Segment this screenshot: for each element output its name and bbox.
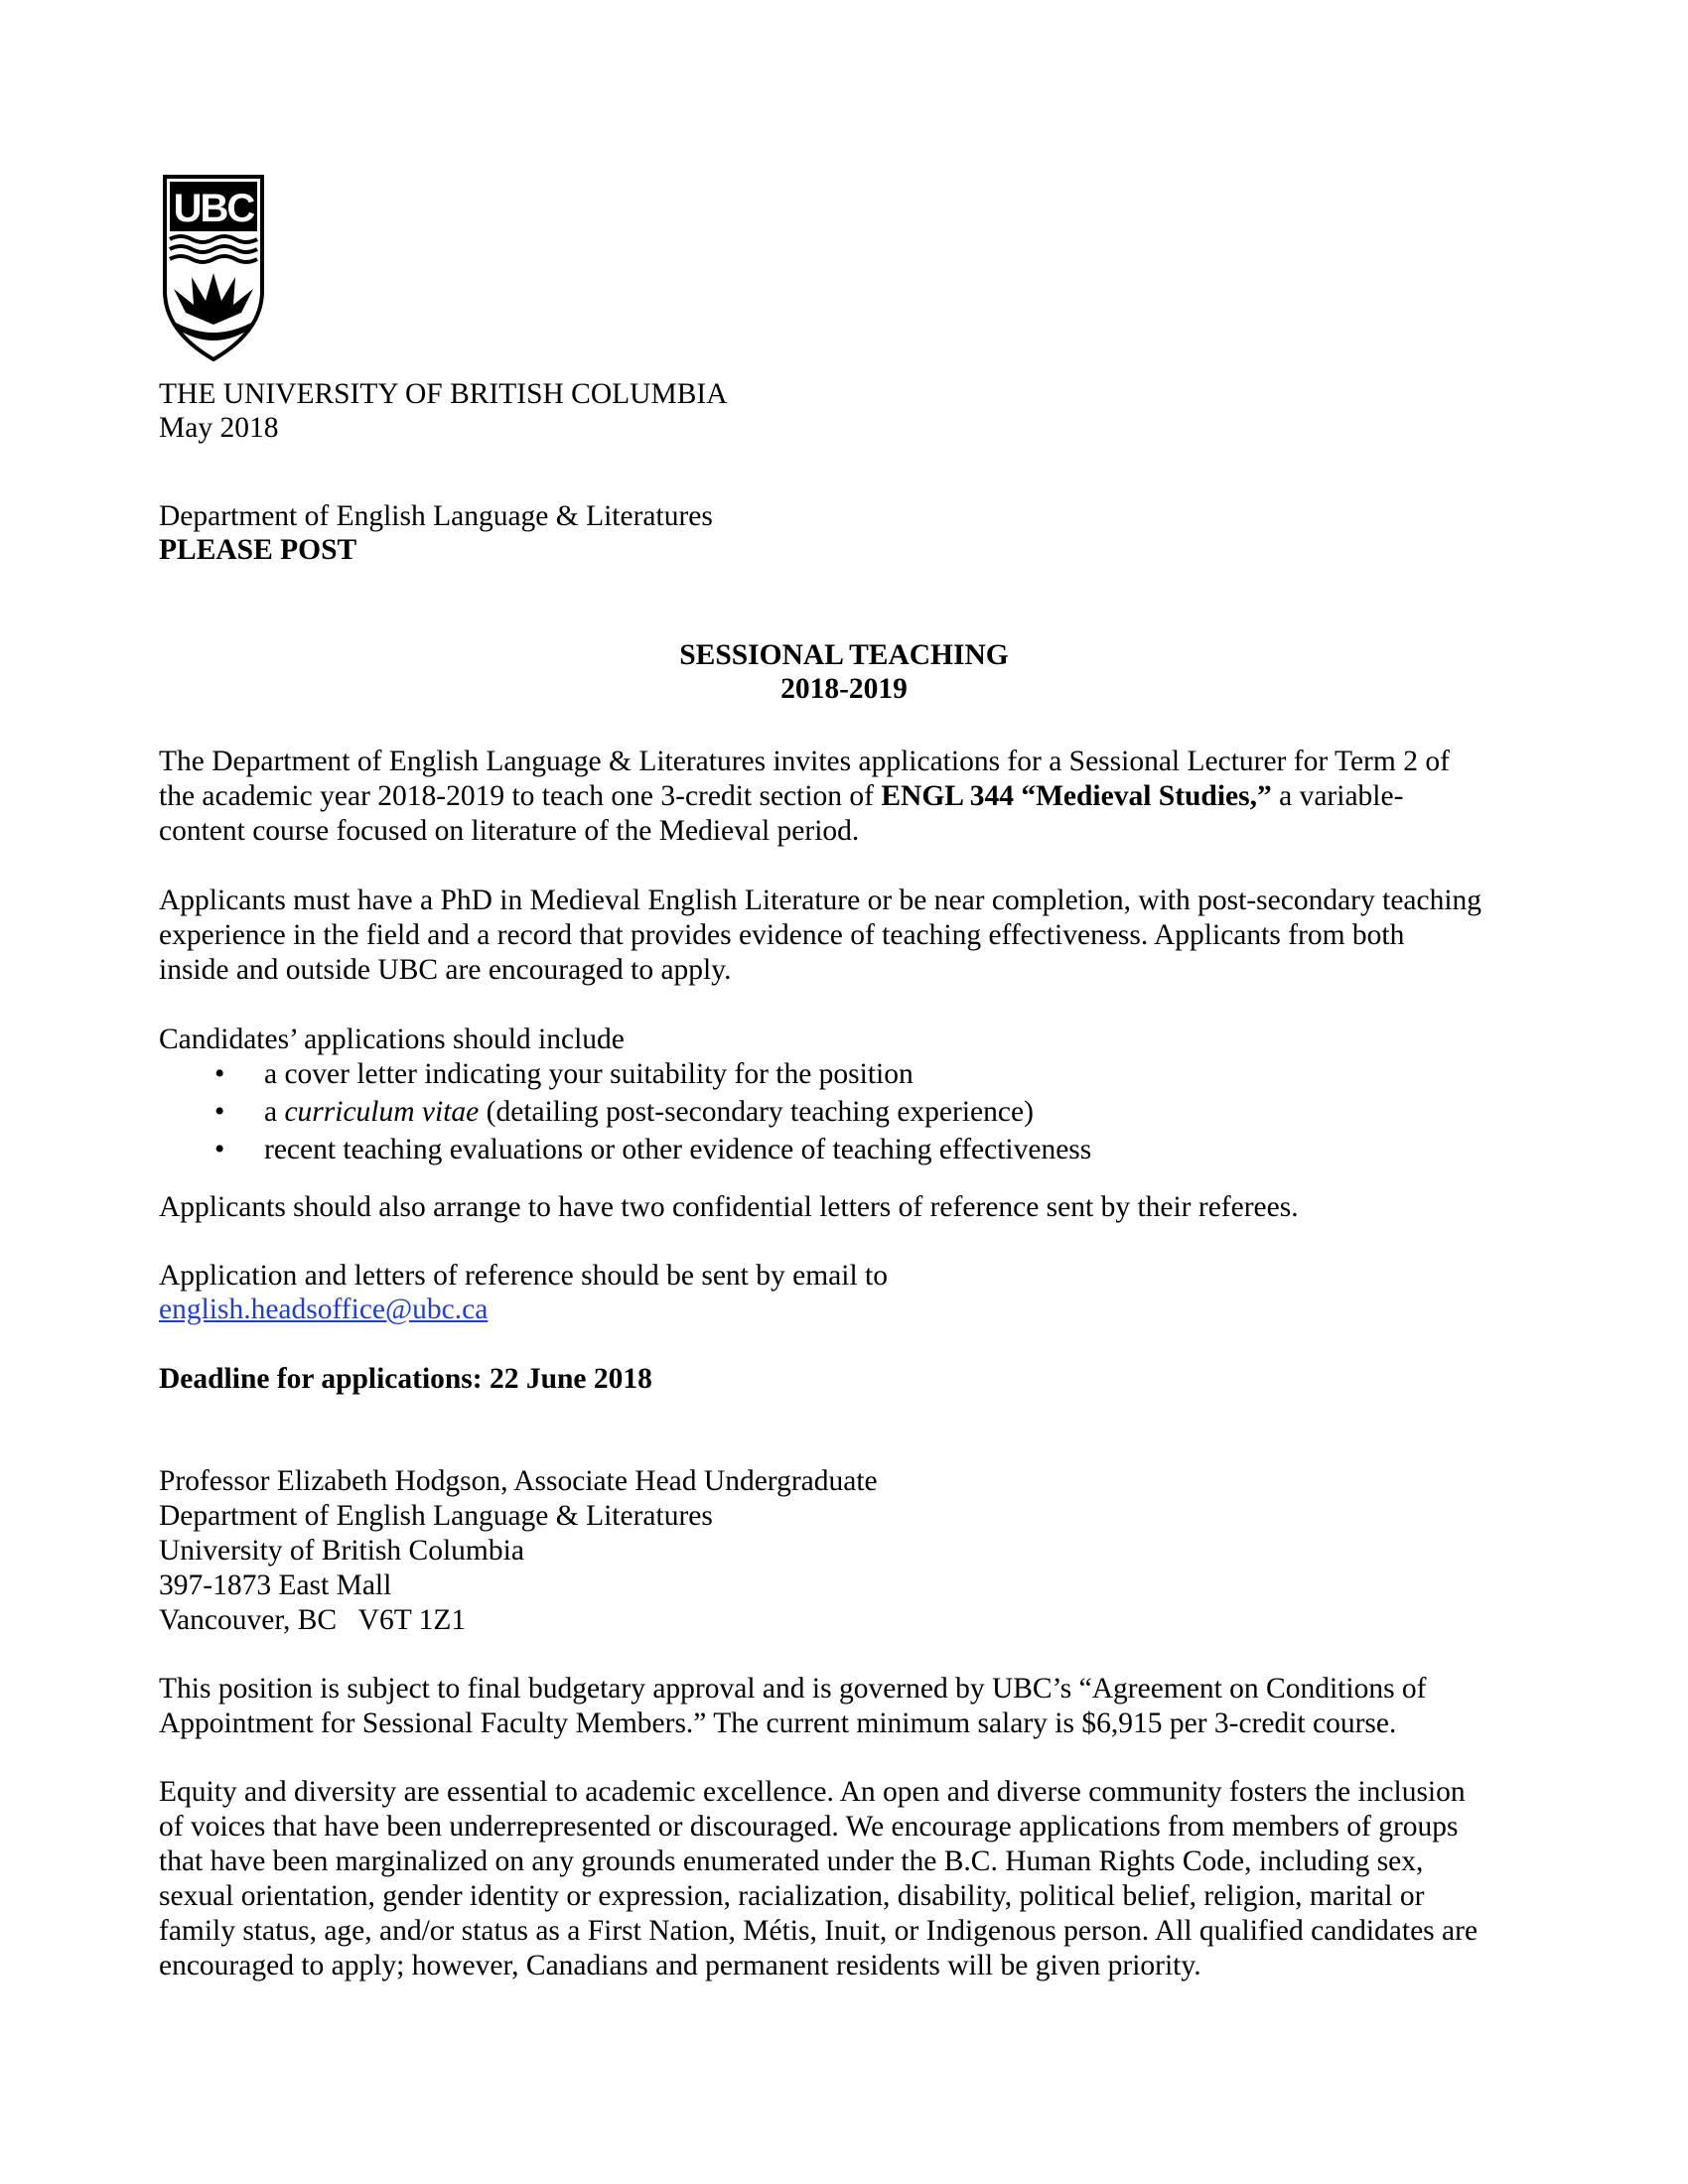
contact-city: Vancouver, BC V6T 1Z1 <box>159 1604 467 1636</box>
approval-line: This position is subject to final budgetary approval and is governed by UBC’s “Agreement on Conditions of <box>159 1673 1427 1705</box>
contact-university: University of British Columbia <box>159 1535 524 1567</box>
submission-instructions: Application and letters of reference should be sent by email to <box>159 1260 888 1292</box>
application-contents-list <box>159 1055 1450 1168</box>
curriculum-vitae-term: curriculum vitae <box>284 1096 480 1128</box>
email-link[interactable]: english.headsoffice@ubc.ca <box>159 1294 489 1325</box>
bullet-icon: • <box>214 1134 225 1165</box>
bullet-icon: • <box>214 1096 225 1128</box>
list-item: • a curriculum vitae (detailing post-secondary teaching experience) <box>159 1093 1450 1131</box>
equity-line: sexual orientation, gender identity or expression, racialization, disability, political belief, religion, marital or <box>159 1880 1425 1912</box>
ubc-crest-icon <box>162 174 265 362</box>
document-years: 2018-2019 <box>780 673 908 705</box>
contact-address-block <box>159 1464 1549 1638</box>
contact-department: Department of English Language & Literatures <box>159 1500 713 1532</box>
list-item: • a cover letter indicating your suitability for the position <box>159 1055 1450 1093</box>
equity-paragraph <box>159 1775 1549 1983</box>
intro-line: content course focused on literature of the Medieval period. <box>159 815 860 847</box>
application-deadline: Deadline for applications: 22 June 2018 <box>159 1363 652 1395</box>
intro-line: the academic year 2018-2019 to teach one 3-credit section of ENGL 344 “Medieval Studies,” a variable- <box>159 780 1404 812</box>
requirements-line: experience in the field and a record that provides evidence of teaching effectiveness. Applicants from both <box>159 919 1405 951</box>
equity-line: Equity and diversity are essential to academic excellence. An open and diverse community fosters the inclusion <box>159 1776 1466 1808</box>
list-item: • recent teaching evaluations or other evidence of teaching effectiveness <box>159 1131 1450 1168</box>
equity-line: encouraged to apply; however, Canadians and permanent residents will be given priority. <box>159 1950 1201 1981</box>
intro-line: The Department of English Language & Literatures invites applications for a Sessional Lecturer for Term 2 of <box>159 746 1450 777</box>
department-name: Department of English Language & Literatures <box>159 500 713 532</box>
svg-text:UBC: UBC <box>173 187 254 230</box>
requirements-line: inside and outside UBC are encouraged to apply. <box>159 954 732 986</box>
requirements-line: Applicants must have a PhD in Medieval English Literature or be near completion, with post-secondary teaching <box>159 885 1482 916</box>
equity-line: family status, age, and/or status as a First Nation, Métis, Inuit, or Indigenous person. All qualified candidates are <box>159 1915 1478 1947</box>
contact-name: Professor Elizabeth Hodgson, Associate Head Undergraduate <box>159 1465 878 1497</box>
equity-line: that have been marginalized on any grounds enumerated under the B.C. Human Rights Code, including sex, <box>159 1845 1424 1877</box>
application-contents-lead: Candidates’ applications should include <box>159 1024 625 1055</box>
intro-paragraph <box>159 745 1549 849</box>
posting-note: PLEASE POST <box>159 534 357 566</box>
requirements-paragraph <box>159 884 1549 988</box>
posting-date: May 2018 <box>159 412 279 444</box>
ubc-crest-logo <box>162 174 265 362</box>
contact-street: 397-1873 East Mall <box>159 1570 392 1601</box>
bullet-icon: • <box>214 1058 225 1090</box>
equity-line: of voices that have been underrepresented or discouraged. We encourage applications from members of groups <box>159 1811 1459 1843</box>
references-note: Applicants should also arrange to have two confidential letters of reference sent by their referees. <box>159 1191 1299 1223</box>
course-name: ENGL 344 “Medieval Studies,” <box>881 780 1272 812</box>
institution-name: THE UNIVERSITY OF BRITISH COLUMBIA <box>159 378 728 410</box>
approval-line: Appointment for Sessional Faculty Members.” The current minimum salary is $6,915 per 3-credit course. <box>159 1707 1397 1739</box>
document-title: SESSIONAL TEACHING <box>679 639 1009 671</box>
approval-paragraph <box>159 1672 1549 1741</box>
